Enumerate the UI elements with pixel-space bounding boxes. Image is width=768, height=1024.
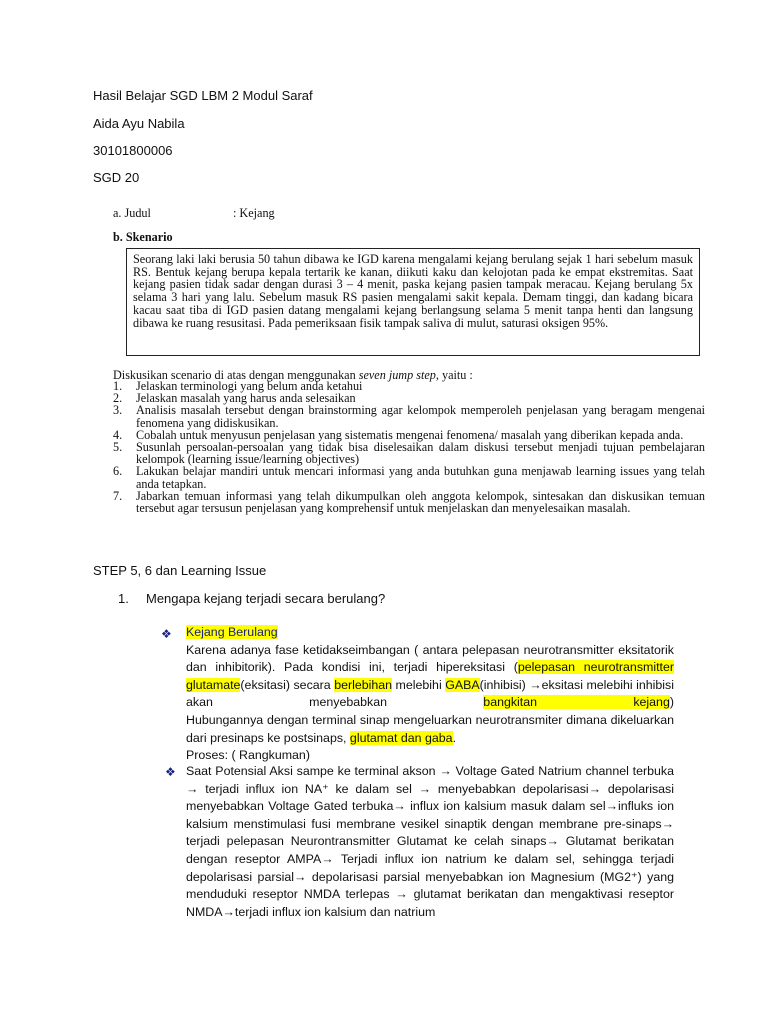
- highlight-glutamate: pelepasan neurotransmitter glutamate: [186, 660, 674, 692]
- intro-after: , yaitu :: [435, 368, 473, 382]
- step-item: [113, 490, 705, 514]
- step-text: Lakukan belajar mandiri untuk mencari informasi yang anda butuhkan guna menjawab learning issues yang telah anda tetapkan.: [136, 464, 705, 491]
- step-number: 2.: [113, 391, 123, 406]
- step-number: 5.: [113, 440, 123, 455]
- process-chain-paragraph: [186, 763, 674, 921]
- judul-value: : Kejang: [233, 206, 275, 220]
- skenario-text: Seorang laki laki berusia 50 tahun dibawa ke IGD karena mengalami kejang berulang sejak 1 hari sebelum masuk RS. Bentuk kejang berupa kepala tertarik ke kanan, diikuti kaku dan kelojotan pada ke empat ekstremitas. Saat kejang pasien tidak sadar dengan durasi 3 – 4 menit, paska kejang pasien tampak meracau. Kejang berulang 5x selama 3 hari yang lalu. Sebelum masuk RS pasien mengalami sakit kepala. Demam tinggi, dan kadang bicara kacau saat tiba di IGD pasien datang mengalami kejang berlangsung selama 5 menit tanpa henti dan langsung dibawa ke ruang resusitasi. Pada pemeriksaan fisik tampak saliva di mulut, saturasi oksigen 95%.: [133, 252, 693, 330]
- diamond-bullet-icon: ❖: [165, 765, 176, 779]
- section-heading: [186, 624, 674, 642]
- section-kejang-berulang: [186, 624, 674, 765]
- step-item: [113, 465, 705, 489]
- kejang-berulang-heading: Kejang Berulang: [186, 625, 278, 639]
- step-number: 7.: [113, 488, 123, 503]
- p1-text: (inhibisi) →eksitasi melebihi inhibisi akan menyebabkan: [186, 677, 674, 710]
- highlight-gaba: GABA: [445, 677, 480, 692]
- highlight-bangkitan-kejang: bangkitan kejang: [483, 695, 670, 710]
- p1-text: Karena adanya fase ketidakseimbangan ( antara pelepasan neurotransmitter eksitatorik dan inhibitorik). Pada kondisi ini, terjadi hipereksitasi (: [186, 642, 674, 675]
- process-chain-text: Saat Potensial Aksi sampe ke terminal akson → Voltage Gated Natrium channel terbuka → terjadi influx ion NA⁺ ke dalam sel → menyebabkan depolarisasi→ depolarisasi menyebabkan Voltage Gated terbuka→ influx ion kalsium masuk dalam sel→influks ion kalsium menstimulasi fusi membrane vesikel sinaptik dengan membrane pre-sinaps→ terjadi pelepasan Neurontransmitter Glutamat ke celah sinaps→ Glutamat berikatan dengan reseptor AMPA→ Terjadi influx ion natrium ke dalam sel, sehingga terjadi depolarisasi parsial→ depolarisasi parsial menyebabkan ion Magnesium (MG2⁺) yang menduduki reseptor NMDA terlepas → glutamat berikatan dan mengaktivasi reseptor NMDA→terjadi influx ion kalsium dan natrium: [186, 764, 674, 919]
- step-item: [113, 441, 705, 465]
- intro-italic: seven jump step: [358, 368, 436, 382]
- skenario-heading: b. Skenario: [113, 230, 173, 244]
- p1-text: melebihi: [392, 677, 446, 692]
- step-section-title: STEP 5, 6 dan Learning Issue: [93, 563, 267, 578]
- step-item: [113, 404, 705, 428]
- process-label: Proses: ( Rangkuman): [186, 748, 310, 763]
- scenario-scan-image: [93, 198, 715, 543]
- question-text: Mengapa kejang terjadi secara berulang?: [146, 591, 386, 606]
- step-text: Susunlah persoalan-persoalan yang tidak bisa diselesaikan dalam diskusi tersebut menjadi tujuan pembelajaran kelompok (learning issue/learning objectives): [136, 440, 705, 467]
- step-number: 4.: [113, 427, 123, 442]
- diamond-bullet-icon: ❖: [161, 627, 172, 641]
- step-text: Cobalah untuk menyusun penjelasan yang sistematis mengenai fenomena/ masalah yang diberikan kepada anda.: [136, 427, 684, 442]
- step-text: Jelaskan terminologi yang belum anda ketahui: [136, 379, 363, 393]
- author-name: Aida Ayu Nabila: [93, 116, 185, 131]
- step-number: 1.: [113, 379, 123, 393]
- p1-text: (eksitasi) secara: [240, 677, 335, 692]
- p2-text: .: [452, 730, 457, 745]
- step-text: Jabarkan temuan informasi yang telah dikumpulkan oleh anggota kelompok, sintesakan dan diskusikan temuan tersebut agar tersusun penjelasan yang komprehensif untuk menjelaskan dan menyelesaikan masalah.: [136, 488, 705, 516]
- question-number: 1.: [118, 591, 129, 606]
- paragraph-sinaps: [186, 712, 674, 747]
- student-id: 30101800006: [93, 143, 173, 158]
- p1-text: ): [669, 695, 674, 710]
- step-number: 6.: [113, 464, 123, 479]
- p2-text: Hubungannya dengan terminal sinap mengeluarkan neurotransmiter dimana dikeluarkan dari presinaps ke postsinaps,: [186, 712, 674, 745]
- highlight-berlebihan: berlebihan: [334, 677, 393, 692]
- intro-before: Diskusikan scenario di atas dengan menggunakan: [113, 368, 359, 382]
- skenario-box: [126, 248, 700, 356]
- group-name: SGD 20: [93, 170, 140, 185]
- step-number: 3.: [113, 403, 123, 418]
- step-text: Analisis masalah tersebut dengan brainstorming agar kelompok memperoleh penjelasan yang beragam mengenai fenomena yang didiskusikan.: [136, 403, 705, 430]
- step-text: Jelaskan masalah yang harus anda selesaikan: [136, 391, 356, 406]
- document-title: Hasil Belajar SGD LBM 2 Modul Saraf: [93, 88, 313, 103]
- highlight-glutamat-gaba: glutamat dan gaba: [349, 730, 453, 745]
- seven-jump-steps: [113, 380, 705, 514]
- judul-line: [113, 206, 275, 221]
- paragraph-hipereksitasi: [186, 642, 674, 712]
- judul-label: a. Judul: [113, 206, 151, 220]
